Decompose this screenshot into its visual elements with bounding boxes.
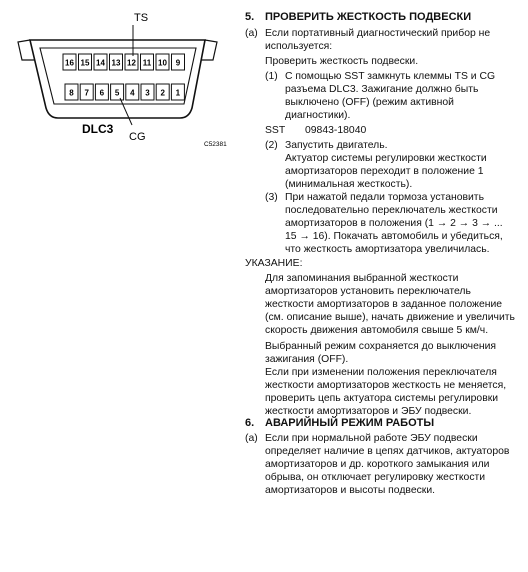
- text-line: Если при изменении положения переключателя: [265, 367, 497, 378]
- pin-13: [110, 54, 123, 70]
- step-2-text: [285, 139, 487, 191]
- text-line: скорость движения автомобиля свыше 5 км/ч.: [265, 325, 489, 336]
- pin-15: [79, 54, 92, 70]
- svg-text:8: 8: [69, 88, 74, 98]
- text-line: обрыва, он отключает регулировку жесткости: [265, 472, 486, 483]
- text-line: выключено (OFF) (режим активной: [285, 97, 454, 108]
- svg-text:5: 5: [114, 88, 120, 98]
- svg-text:7: 7: [84, 88, 89, 98]
- text-line: проверить цепь актуатора системы регулировки: [265, 393, 499, 404]
- text-line: С помощью SST замкнуть клеммы TS и CG: [285, 71, 496, 82]
- pin-1: [171, 84, 184, 100]
- sst-label: SST: [265, 125, 286, 136]
- text-line: определяет наличие в цепях датчиков, актуаторов: [265, 446, 510, 457]
- text-line: амортизаторов переходит в положение 1: [285, 166, 484, 177]
- label-dlc3: DLC3: [82, 122, 114, 136]
- text-line: диагностики).: [285, 110, 351, 121]
- section-6-a-text: [265, 432, 509, 497]
- svg-text:3: 3: [145, 88, 150, 98]
- text-line: жесткости амортизаторов в заданное положение: [265, 299, 503, 310]
- pin-11: [141, 54, 154, 70]
- text-line: амортизаторов и высоты подвески.: [265, 485, 436, 496]
- hint-paragraph-3: [265, 366, 506, 418]
- section-6-number: 6.: [245, 417, 255, 429]
- text-line: (минимальная жесткость).: [285, 179, 413, 190]
- text-line: зажигания (OFF).: [265, 354, 349, 365]
- item-a-mark: (a): [245, 28, 258, 39]
- pin-10: [156, 54, 169, 70]
- svg-text:9: 9: [175, 58, 181, 68]
- svg-text:13: 13: [111, 58, 121, 68]
- pin-5: [111, 84, 124, 100]
- svg-text:11: 11: [142, 58, 152, 68]
- text-line: Запустить двигатель.: [285, 140, 388, 151]
- pin-3: [141, 84, 154, 100]
- step-3-text: [285, 191, 503, 256]
- step-1-mark: (1): [265, 71, 278, 82]
- hint-label: УКАЗАНИЕ:: [245, 258, 303, 269]
- text-line: амортизаторов и др. короткого замыкания или: [265, 459, 490, 470]
- label-ts: TS: [134, 12, 149, 24]
- svg-text:14: 14: [96, 58, 105, 68]
- svg-text:2: 2: [160, 88, 165, 98]
- label-cg: CG: [129, 131, 146, 143]
- pin-row-bottom: [65, 84, 184, 100]
- text-line: (см. описание выше), начать движение и увеличить: [265, 312, 515, 323]
- svg-text:4: 4: [130, 88, 135, 98]
- text-line: Актуатор системы регулировки жесткости: [285, 153, 487, 164]
- pin-2: [156, 84, 169, 100]
- text-line: Если портативный диагностический прибор не: [265, 28, 491, 39]
- svg-text:15: 15: [80, 58, 90, 68]
- text-line: 15 → 16). Покачать автомобиль и убедиться,: [285, 231, 503, 242]
- text-line: При нажатой педали тормоза установить: [285, 192, 484, 203]
- text-line: разъема DLC3. Зажигание должно быть: [285, 84, 479, 95]
- svg-text:16: 16: [65, 58, 74, 68]
- text-line: амортизаторов в положения (1 → 2 → 3 → ...: [285, 218, 503, 229]
- pin-14: [94, 54, 107, 70]
- pin-16: [63, 54, 76, 70]
- svg-text:6: 6: [99, 88, 105, 98]
- section-5-title: ПРОВЕРИТЬ ЖЕСТКОСТЬ ПОДВЕСКИ: [265, 11, 472, 23]
- section-5-number: 5.: [245, 11, 255, 23]
- pin-8: [65, 84, 78, 100]
- sst-value: 09843-18040: [305, 125, 367, 136]
- pin-row-top: [63, 54, 185, 70]
- svg-text:1: 1: [175, 88, 181, 98]
- step-3-mark: (3): [265, 192, 278, 203]
- section-6-a-mark: (a): [245, 433, 258, 444]
- dlc3-connector-figure: [0, 0, 240, 152]
- svg-text:10: 10: [158, 58, 167, 68]
- pin-9: [172, 54, 185, 70]
- text-line: Выбранный режим сохраняется до выключения: [265, 341, 497, 352]
- text-line: амортизаторов установить переключатель: [265, 286, 471, 297]
- hint-paragraph-1: [265, 272, 515, 337]
- text-line: жесткости амортизаторов жесткость не меняется,: [265, 380, 507, 391]
- step-1-text: [285, 70, 495, 122]
- text-line: используется:: [265, 41, 333, 52]
- hint-paragraph-2: [265, 340, 496, 366]
- text-line: что жесткость амортизатора увеличилась.: [285, 244, 490, 255]
- step-2-mark: (2): [265, 140, 278, 151]
- section-6-title: АВАРИЙНЫЙ РЕЖИМ РАБОТЫ: [265, 417, 435, 429]
- pin-4: [126, 84, 139, 100]
- text-line: Если при нормальной работе ЭБУ подвески: [265, 433, 478, 444]
- svg-text:12: 12: [127, 58, 136, 68]
- item-a-text: [265, 27, 490, 53]
- pin-12: [125, 54, 138, 70]
- pin-6: [95, 84, 108, 100]
- figure-code: C52381: [204, 141, 227, 148]
- text-line: Для запоминания выбранной жесткости: [265, 273, 459, 284]
- text-line: жесткости амортизаторов и ЭБУ подвески.: [265, 406, 472, 417]
- pin-7: [80, 84, 93, 100]
- text-line: последовательно переключатель жесткости: [285, 205, 498, 216]
- check-text: Проверить жесткость подвески.: [265, 56, 419, 67]
